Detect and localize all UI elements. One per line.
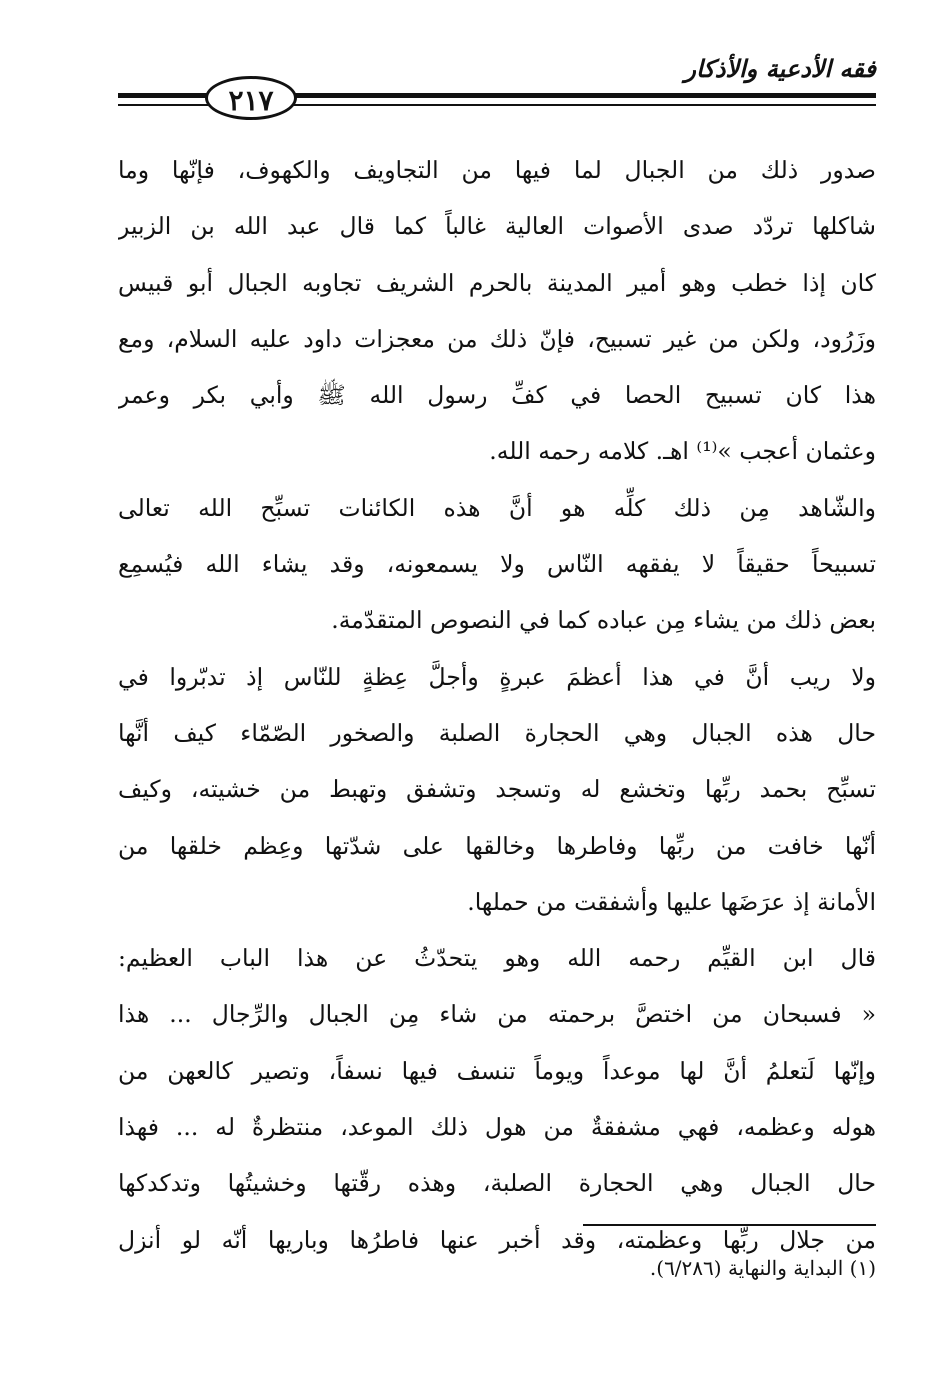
text-line: هوله وعظمه، فهي مشفقةٌ من هول ذلك الموعد، منتظرةٌ له ... فهذا xyxy=(118,1113,876,1142)
text-line: تسبِّح بحمد ربِّها وتخشع له وتسجد وتشفق وتهبط من خشيته، وكيف xyxy=(118,775,876,804)
text-line: « فسبحان من اختصَّ برحمته من شاء مِن الجبال والرِّجال ... هذا xyxy=(118,1000,876,1029)
text-line: بعض ذلك من يشاء مِن عباده كما في النصوص المتقدّمة. xyxy=(331,606,876,635)
text-line: كان إذا خطب وهو أمير المدينة بالحرم الشريف تجاوبه الجبال أبو قبيس xyxy=(118,268,876,297)
text-line: هذا كان تسبيح الحصا في كفِّ رسول الله ﷺ وأبي بكر وعمر xyxy=(118,381,876,410)
text-line: أنّها خافت من ربِّها وفاطرها وخالقها على شدّتها وعِظم خلقها من xyxy=(118,831,876,860)
text-line: الأمانة إذ عرَضَها عليها وأشفقت من حملها. xyxy=(467,887,876,916)
text-line: وإنّها لَتعلمُ أنَّ لها موعداً ويوماً تنسف فيها نسفاً، وتصير كالعهن من xyxy=(118,1056,876,1085)
text-line: حال هذه الجبال وهي الحجارة الصلبة والصخور الصّمّاء كيف أنَّها xyxy=(118,718,876,747)
footnote: (١) البداية والنهاية (٦/٢٨٦). xyxy=(649,1256,876,1280)
footnote-separator xyxy=(583,1224,876,1226)
text-line: صدور ذلك من الجبال لما فيها من التجاويف والكهوف، فإنّها وما xyxy=(118,156,876,184)
page-number: ٢١٧ xyxy=(205,76,297,120)
text-line: وزَرُود، ولكن من غير تسبيح، فإنّ ذلك من معجزات داود عليه السلام، ومع xyxy=(118,324,876,353)
text-line: ولا ريب أنَّ في هذا أعظمَ عبرةٍ وأجلَّ عِظةٍ للنّاس إذ تدبّروا في xyxy=(118,662,876,691)
text-line: من جلال ربِّها وعظمته، وقد أخبر عنها فاطرُها وباريها أنّه لو أنزل xyxy=(118,1225,876,1254)
running-header-title: فقه الأدعية والأذكار xyxy=(684,54,876,83)
body-text xyxy=(118,142,876,1268)
text-line: والشّاهد مِن ذلك كلِّه هو أنَّ هذه الكائنات تسبِّح الله تعالى xyxy=(118,493,876,522)
text-line: قال ابن القيِّم رحمه الله وهو يتحدّثُ عن هذا الباب العظيم: xyxy=(118,944,876,973)
text-line: حال الجبال وهي الحجارة الصلبة، وهذه رقّتها وخشيتُها وتدكدكها xyxy=(118,1169,876,1198)
text-line: شاكلها تردّد صدى الأصوات العالية غالباً كما قال عبد الله بن الزبير xyxy=(118,212,876,241)
text-line: وعثمان أعجب »⁽¹⁾ اهـ. كلامه رحمه الله. xyxy=(489,437,876,466)
text-line: تسبيحاً حقيقاً لا يفقهه النّاس ولا يسمعونه، وقد يشاء الله فيُسمِع xyxy=(118,550,876,579)
